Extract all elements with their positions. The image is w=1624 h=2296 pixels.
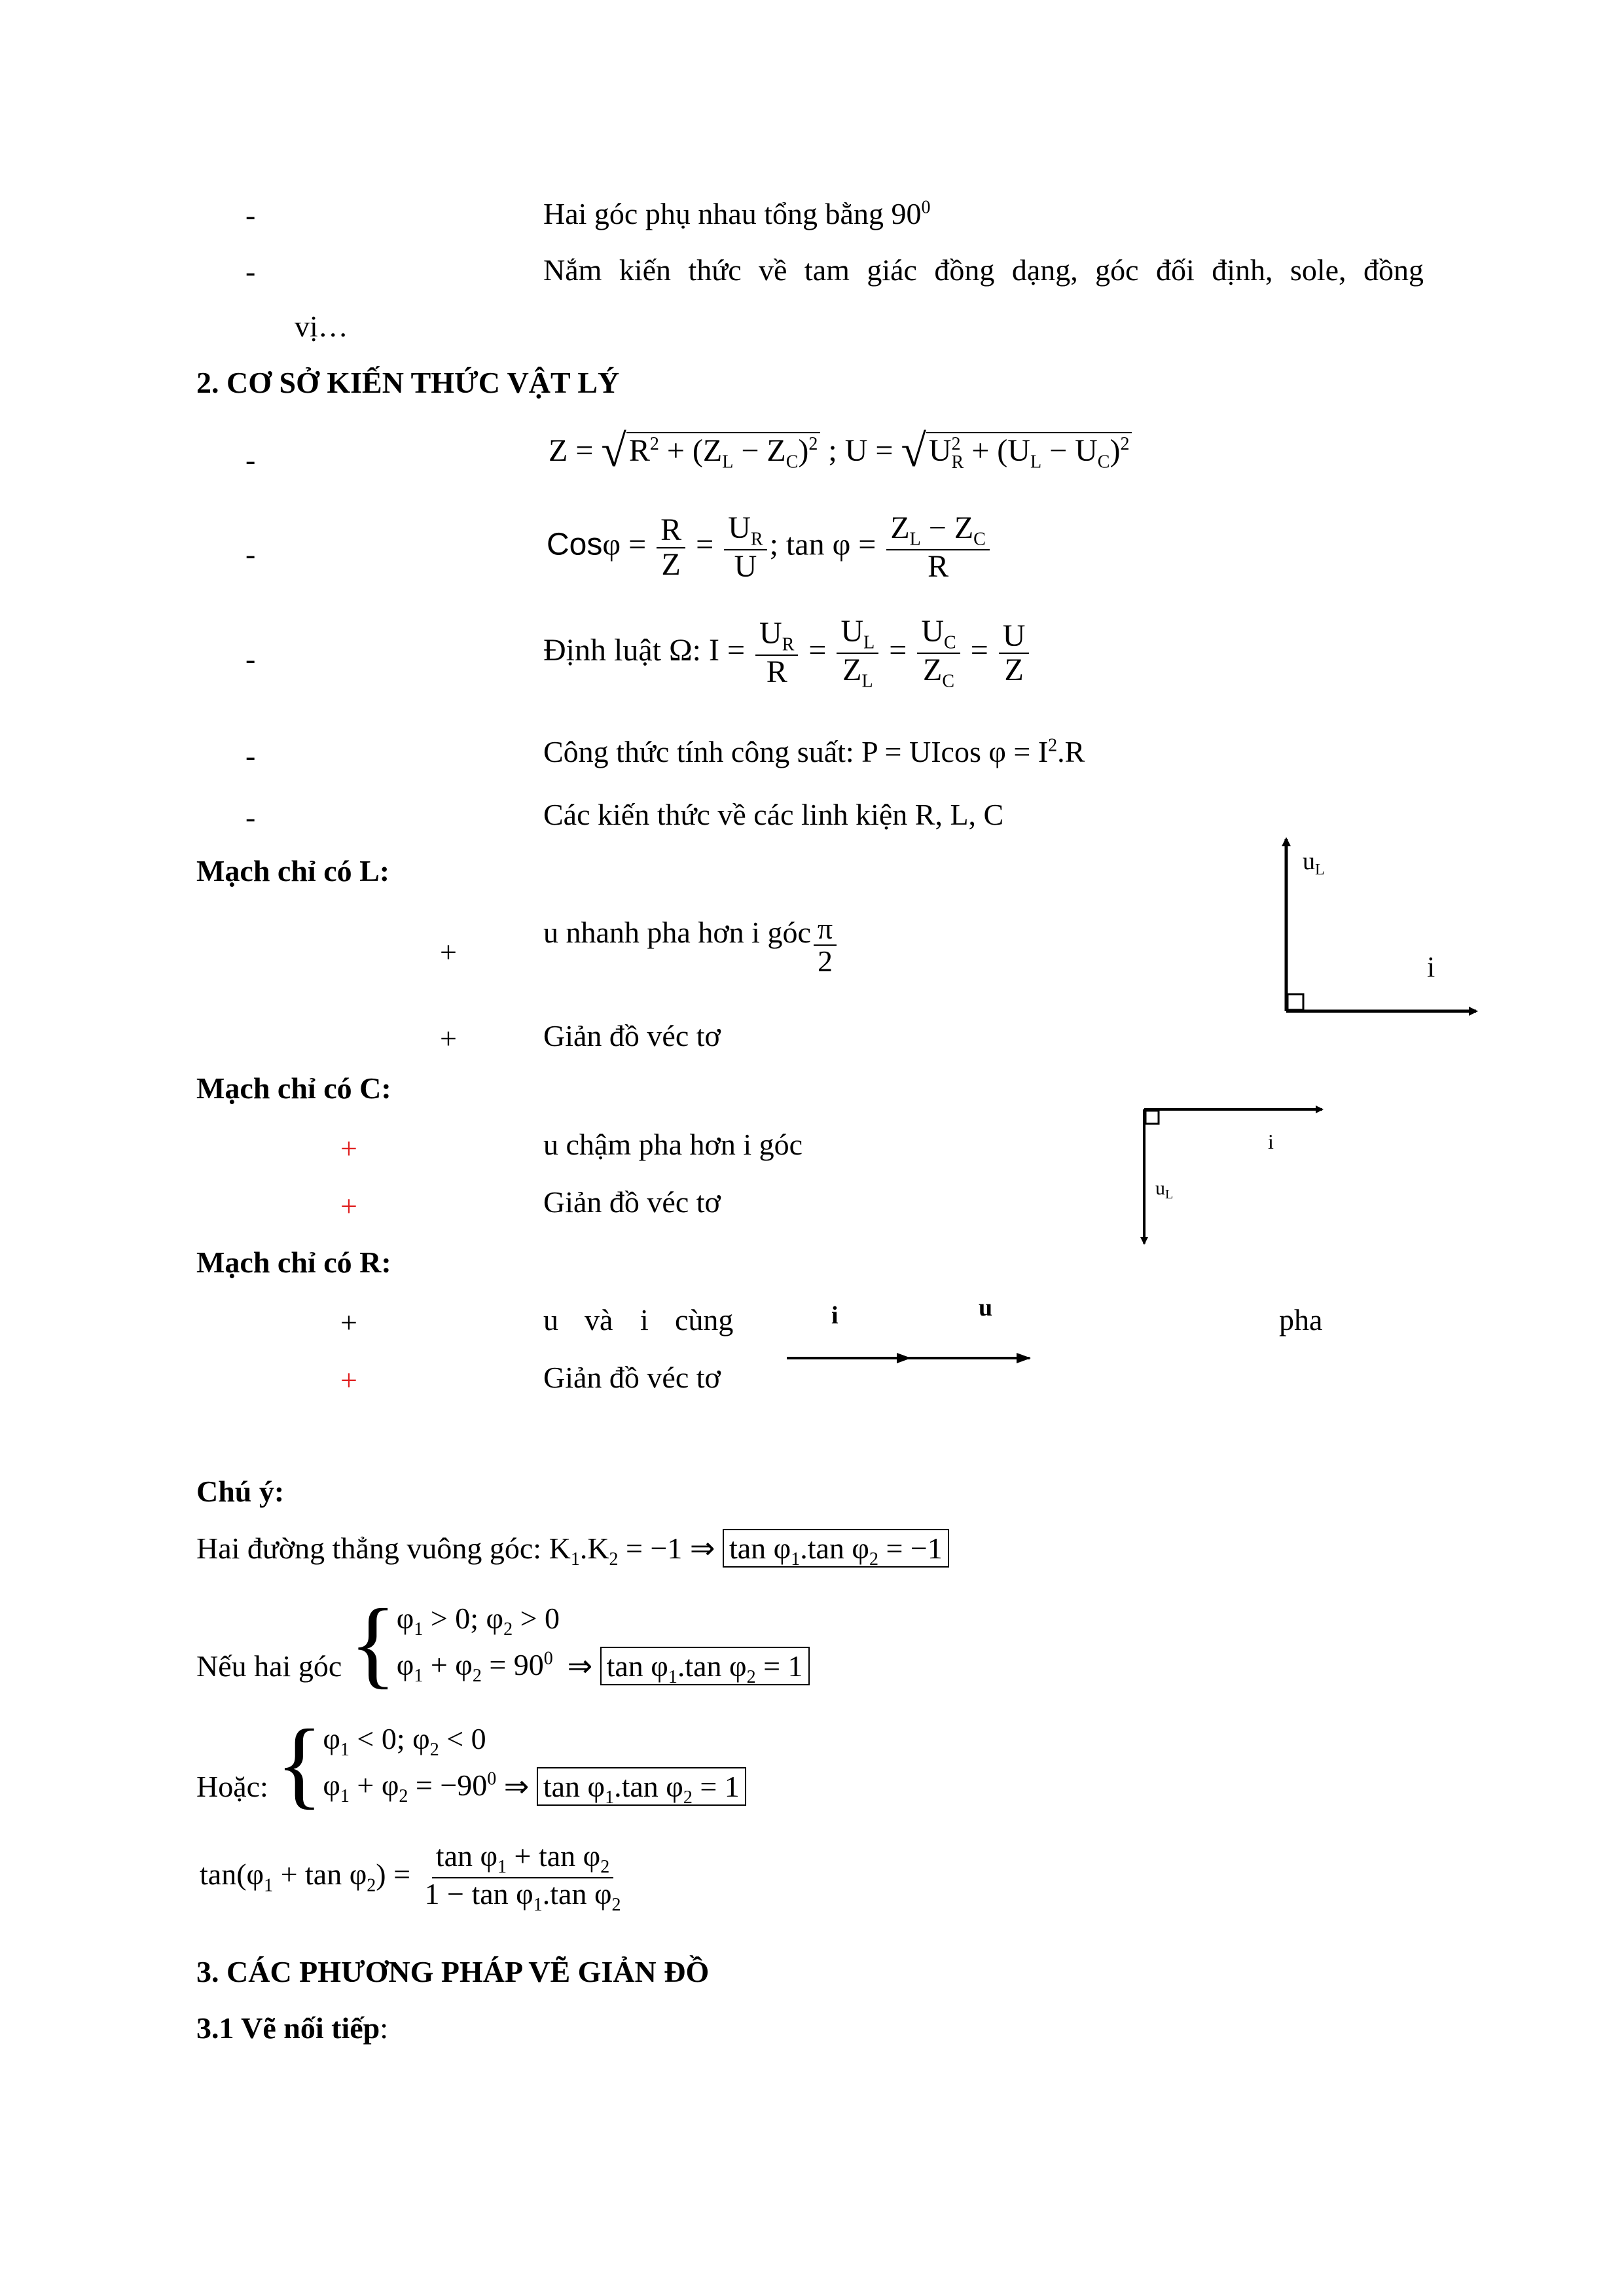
bullet-dash: - xyxy=(245,255,256,288)
phasor-diagram-C xyxy=(1126,1096,1335,1253)
bullet-plus: + xyxy=(340,1189,357,1223)
right-angle-mark xyxy=(1146,1111,1159,1124)
right-angle-mark xyxy=(1288,994,1303,1010)
text-similar-triangles-cont: vị… xyxy=(295,310,348,343)
mach-L-item1: u nhanh pha hơn i góc $\frac{\pi}{2}$ xyxy=(543,913,839,978)
formula-power: Công thức tính công suất: P = UIcos $\varphi = I^2.R$ xyxy=(543,735,1085,768)
label-i: i xyxy=(831,1302,839,1329)
mach-C-item2: Giản đồ véc tơ xyxy=(543,1185,721,1219)
formula-complementary: Nếu hai góc { $\varphi_1 > 0$; $\varphi_2 > 0$ $\varphi_1 + \varphi_2 = 90^0$ ⇒ $\tan \varphi_1.\tan$ $\varphi_2 = 1$ xyxy=(196,1597,810,1690)
phasor-diagram-R xyxy=(779,1289,1041,1374)
two-angles-sup: 0 xyxy=(921,197,931,218)
text-rlc: Các kiến thức về các linh kiện R, L, C xyxy=(543,798,1004,831)
formula-perpendicular: Hai đường thẳng vuông góc: $K_1.K_2 = -1$ ⇒ $\tan \varphi_1.\tan$ $\varphi_2 = -1$ xyxy=(196,1530,949,1570)
mach-C-item1: u chậm pha hơn i góc xyxy=(543,1128,803,1161)
section-2-heading: 2. CƠ SỞ KIẾN THỨC VẬT LÝ xyxy=(196,366,620,399)
bullet-dash: - xyxy=(245,739,256,772)
bullet-dash: - xyxy=(245,443,256,476)
mach-L-item2: Giản đồ véc tơ xyxy=(543,1019,721,1052)
bullet-plus: + xyxy=(340,1306,357,1339)
bullet-plus: + xyxy=(340,1363,357,1397)
formula-impedance: $Z = √R^2 + (Z_L - Z_C)^2$ ; $U = √U^2_R + (U_L - U_C)^2$ xyxy=(549,425,1132,478)
mach-R-item1-w2: và xyxy=(585,1303,613,1336)
formula-cos-phi: Cosφ = $\frac{R}{Z}$ = $\frac{U_R}{U}$ ; tan φ = $\frac{Z_L - Z_C}{R}$ xyxy=(547,512,992,583)
bullet-dash: - xyxy=(245,642,256,675)
mach-L-heading: Mạch chỉ có L: xyxy=(196,854,390,888)
bullet-plus: + xyxy=(440,935,457,969)
text-two-angles xyxy=(543,196,930,231)
bullet-dash: - xyxy=(245,537,256,571)
bullet-dash: - xyxy=(245,800,256,834)
perpendicular-label: Hai đường thẳng vuông góc: xyxy=(196,1532,542,1565)
formula-negative-angles: Hoặc: { $\varphi_1 < 0$; $\varphi_2 < 0$ $\varphi_1 + \varphi_2 = -90^0$ ⇒ $\tan \varphi_1.\tan$ $\varphi_2 = 1$ xyxy=(196,1717,746,1810)
cos-label: Cos xyxy=(547,527,603,562)
section-3-1-heading xyxy=(196,2011,388,2045)
label-u: u xyxy=(979,1294,993,1321)
bullet-plus: + xyxy=(340,1132,357,1165)
power-label: Công thức tính công suất: xyxy=(543,735,854,768)
mach-R-item1-end: pha xyxy=(1279,1303,1323,1336)
mach-R-heading: Mạch chỉ có R: xyxy=(196,1246,391,1279)
label-i: i xyxy=(1268,1130,1274,1153)
mach-R-item1-w4: cùng xyxy=(675,1303,734,1336)
bullet-plus: + xyxy=(440,1022,457,1055)
ohm-label: Định luật Ω: xyxy=(543,633,701,668)
chu-y-heading: Chú ý: xyxy=(196,1475,285,1508)
label-uL: $u_L$ xyxy=(1155,1177,1174,1202)
section-3-1-colon: : xyxy=(380,2011,389,2045)
mach-R-item2: Giản đồ véc tơ xyxy=(543,1361,721,1394)
text-similar-triangles: Nắm kiến thức về tam giác đồng dạng, góc đối định, sole, đồng xyxy=(543,253,1424,287)
mach-R-item1-w1: u xyxy=(543,1303,558,1336)
formula-ohm: Định luật Ω: I = $\frac{U_R}{R}$ = $\frac{U_L}{Z_L}$ = $\frac{U_C}{Z_C}$ = $\frac{U}{Z}$ xyxy=(543,615,1032,691)
negative-angles-label: Hoặc: xyxy=(196,1769,268,1803)
bullet-dash: - xyxy=(245,198,256,232)
mach-L-item1-text: u nhanh pha hơn i góc xyxy=(543,916,811,949)
label-uL: $u_L$ xyxy=(1303,848,1325,878)
section-3-heading: 3. CÁC PHƯƠNG PHÁP VẼ GIẢN ĐỒ xyxy=(196,1955,710,1988)
mach-C-heading: Mạch chỉ có C: xyxy=(196,1071,391,1105)
section-3-1-bold: 3.1 Vẽ nối tiếp xyxy=(196,2011,380,2045)
mach-R-item1-w3: i xyxy=(640,1303,649,1336)
two-angles-text: Hai góc phụ nhau tổng bằng 90 xyxy=(543,197,922,230)
complementary-label: Nếu hai góc xyxy=(196,1649,342,1683)
phasor-diagram-L xyxy=(1263,831,1486,1028)
formula-tan-sum: $\tan(\varphi_1 + \tan \varphi_2)$ = $\frac{\tan \varphi_1 + \tan \varphi_2}{1 - \tan \varphi_1.\tan \varphi_2}$ xyxy=(200,1839,621,1915)
label-i: i xyxy=(1427,951,1435,983)
